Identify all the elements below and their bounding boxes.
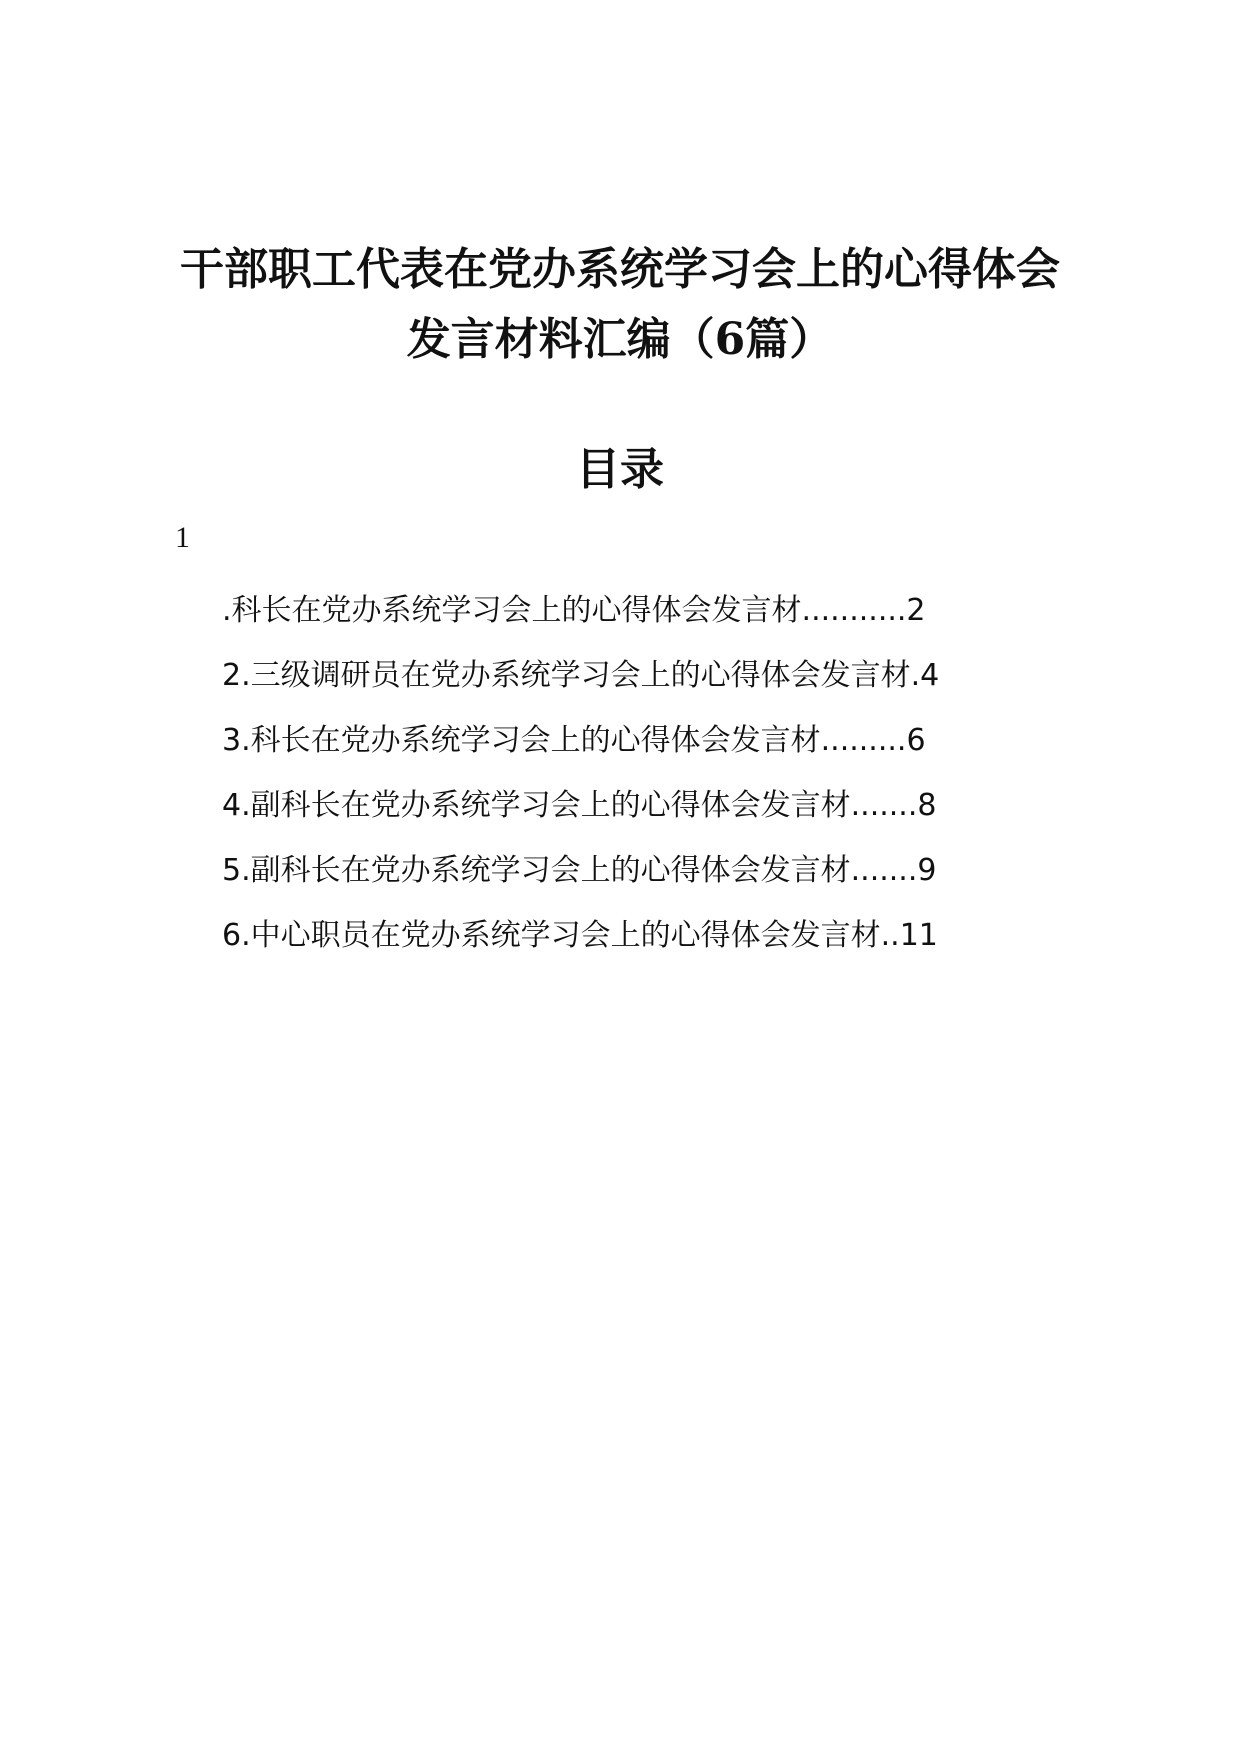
toc-list [222,578,1022,968]
toc-entry[interactable]: .科长在党办系统学习会上的心得体会发言材...........2 [222,593,926,628]
toc-entry[interactable]: 5.副科长在党办系统学习会上的心得体会发言材.......9 [222,853,937,888]
toc-entry[interactable]: 4.副科长在党办系统学习会上的心得体会发言材.......8 [222,788,937,823]
toc-entry[interactable]: 3.科长在党办系统学习会上的心得体会发言材.........6 [222,723,926,758]
toc-entry[interactable]: 6.中心职员在党办系统学习会上的心得体会发言材..11 [222,918,938,953]
document-title-line-2: 发言材料汇编（6篇） [406,314,834,365]
toc-stray-number: 1 [175,521,190,554]
toc-heading: 目录 [576,444,664,495]
document-title-line-1: 干部职工代表在党办系统学习会上的心得体会 [180,244,1060,295]
toc-entry[interactable]: 2.三级调研员在党办系统学习会上的心得体会发言材.4 [222,658,940,693]
